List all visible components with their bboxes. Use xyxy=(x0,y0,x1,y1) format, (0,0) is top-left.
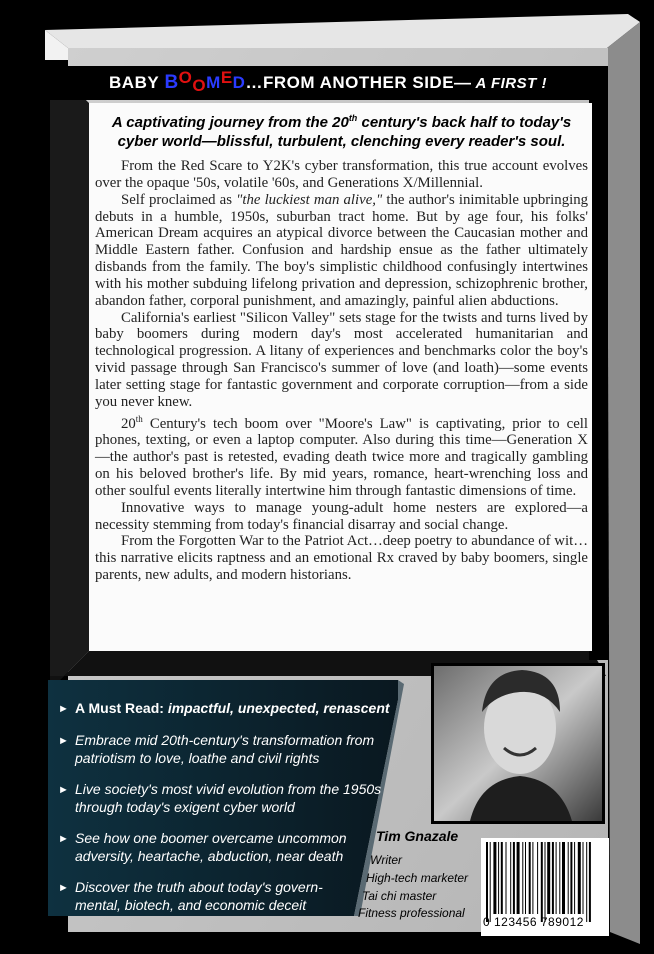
barcode-bar xyxy=(493,842,496,914)
title-letter-o1: O xyxy=(178,68,193,87)
barcode-bar xyxy=(578,842,581,914)
bullet-text: See how one boomer overcame uncommon adversity, heartache, abduction, near death xyxy=(75,830,347,864)
author-role-marketer: High-tech marketer xyxy=(366,871,469,885)
barcode-bar xyxy=(583,842,584,914)
author-role-taichi: Tai chi master xyxy=(362,889,437,903)
barcode-bar xyxy=(586,842,587,922)
body-paragraph-4 xyxy=(95,411,588,500)
bullet-see xyxy=(58,829,398,865)
barcode-bar xyxy=(510,842,511,914)
barcode-digits: 0 123456 789012 xyxy=(483,915,584,929)
title-baby: BABY xyxy=(109,73,160,92)
author-name: Tim Gnazale xyxy=(376,828,459,844)
bullet-text: Embrace mid 20th-century's transformation from patriotism to love, loathe and civil rights xyxy=(75,732,375,766)
p2-post: the author's inimitable upbringing debuts in a humble, 1950s, suburban tract home. But by age four, his folks' American Dream acquires an atypical divorce between the Caucasian mother and Middle Eastern father. Confusion and hardship ensue as the father ultimately disbands from the family. The boy's simplistic childhood confusingly intertwines with his mother subduing lifelong privation and depression, schizophrenic brother, abandon father, corporal punishment, and amazingly, painful alien abductions. xyxy=(95,191,588,309)
barcode-bar xyxy=(498,842,499,914)
title-rest: …FROM ANOTHER SIDE— xyxy=(245,73,472,92)
bullet-lead: A Must Read: xyxy=(75,700,168,716)
barcode-bar xyxy=(517,842,520,914)
body-paragraph-2 xyxy=(95,192,588,310)
barcode-bar xyxy=(490,842,491,922)
tagline-sup: th xyxy=(348,113,358,123)
barcode-bar xyxy=(522,842,523,914)
title-letter-o2: O xyxy=(192,76,207,95)
bullet-must-read xyxy=(58,699,398,717)
barcode-bar xyxy=(532,842,533,914)
title-letter-d: D xyxy=(232,73,246,92)
barcode-bar xyxy=(570,842,572,914)
body-paragraph-6: From the Forgotten War to the Patriot Act…deep poetry to abundance of wit…this narrative elicits raptness and an emotional Rx craved by baby boomers, single parents, new adults, and modern historians. xyxy=(95,533,588,584)
panel-bevel-right xyxy=(607,22,640,944)
tagline-part2: century's back half to today's cyber world—blissful, turbulent, clenching every reader's soul. xyxy=(117,114,572,150)
barcode-bar xyxy=(486,842,488,922)
p2-quote: "the luckiest man alive," xyxy=(236,191,383,208)
barcode-bar xyxy=(541,842,543,922)
arrow-icon: ► xyxy=(58,882,69,894)
bullet-discover xyxy=(58,878,358,914)
arrow-icon: ► xyxy=(58,833,69,845)
barcode-bar xyxy=(547,842,550,914)
title-letter-b: B xyxy=(164,72,179,93)
barcode-bar xyxy=(568,842,569,914)
barcode-bar xyxy=(556,842,557,914)
bullet-text: Discover the truth about today's govern-mental, biotech, and economic deceit xyxy=(75,879,323,913)
tagline xyxy=(95,109,588,151)
body-paragraph-3: California's earliest "Silicon Valley" sets stage for the twists and turns lived by baby boomers during modern day's most accelerated humanitarian and technological progression. A litany of experiences and benchmarks color the boy's vivid passage through San Francisco's summer of love (and loath)—some events later setting stage for fantastic government and corporate corruption—from a side you never knew. xyxy=(95,309,588,410)
author-role-writer: Writer xyxy=(370,853,402,867)
blurb-panel xyxy=(89,103,592,651)
barcode-bar xyxy=(537,842,538,914)
title-first: A FIRST ! xyxy=(475,74,547,92)
barcode-bar xyxy=(574,842,575,914)
barcode-bar xyxy=(529,842,531,914)
barcode-bar xyxy=(559,842,560,914)
barcode-bar xyxy=(589,842,591,922)
p4-num: 20 xyxy=(121,415,136,432)
p4-sup: th xyxy=(135,413,143,424)
arrow-icon: ► xyxy=(58,735,69,747)
barcode-bar xyxy=(562,842,565,914)
bullet-text: Live society's most vivid evolution from the 1950s through today's exigent cyber world xyxy=(75,781,382,815)
body-paragraph-1: From the Red Scare to Y2K's cyber transformation, this true account evolves over the opaque '50s, volatile '60s, and Generations X/Millennial. xyxy=(95,158,588,191)
barcode-bar xyxy=(525,842,526,914)
arrow-icon: ► xyxy=(58,784,69,796)
arrow-icon: ► xyxy=(58,703,69,715)
panel-bevel-top xyxy=(45,14,640,48)
bullet-live xyxy=(58,780,398,816)
bullet-keywords: impactful, unexpected, renascent xyxy=(167,700,390,716)
bullet-embrace xyxy=(58,731,398,767)
p2-pre: Self proclaimed as xyxy=(121,191,237,208)
author-role-fitness: Fitness professional xyxy=(358,906,465,920)
p4-rest: Century's tech boom over "Moore's Law" is captivating, prior to cell phones, texting, or even a laptop computer. Also during this time—Generation X—the author's past is retested, evading death twice more and tragically gambling on his beloved brother's life. By mid years, romance, heart-wrenching loss and other soulful events literally intertwine him through fantastic dimensions of time. xyxy=(95,415,588,499)
barcode-bar xyxy=(506,842,507,914)
title-boomed xyxy=(164,68,246,95)
title-letter-m: M xyxy=(206,73,221,92)
tagline-part1: A captivating journey from the 20 xyxy=(111,114,349,131)
barcode-bar xyxy=(501,842,503,914)
barcode-bar xyxy=(552,842,554,914)
title-letter-e: E xyxy=(220,68,233,87)
body-paragraph-5: Innovative ways to manage young-adult home nesters are explored—a necessity stemming from today's financial disarray and social change. xyxy=(95,499,588,533)
barcode-bar xyxy=(513,842,515,914)
block-side-left xyxy=(50,66,89,690)
book-title xyxy=(50,66,606,100)
barcode-bar xyxy=(545,842,546,922)
